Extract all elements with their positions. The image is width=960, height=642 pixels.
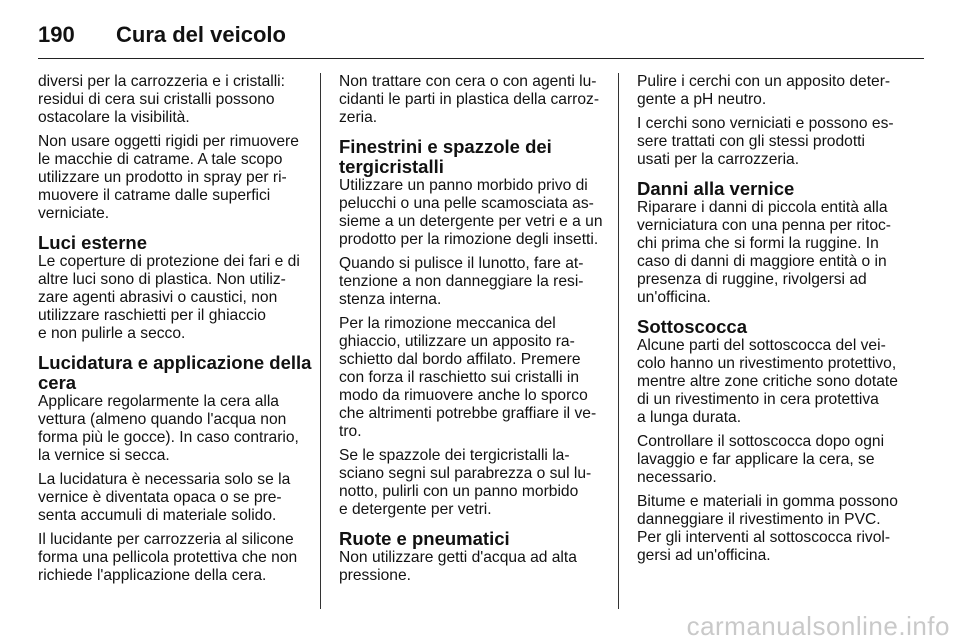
text-line: Utilizzare un panno morbido privo di [339,177,588,194]
text-line: Controllare il sottoscocca dopo ogni [637,433,885,450]
text-line: forma una pellicola protettiva che non [38,549,298,566]
paragraph [339,447,601,519]
section-heading [38,233,300,253]
column-divider [320,73,321,609]
text-line: mentre altre zone critiche sono dotate [637,373,898,390]
section-heading [637,317,899,337]
page-number: 190 [38,22,75,47]
text-line: notto, pulirli con un panno morbido [339,483,579,500]
text-line: gersi ad un'officina. [637,547,771,564]
text-line: richiede l'applicazione della cera. [38,567,267,584]
text-line: cidanti le parti in plastica della carroz- [339,91,600,108]
text-line: Per la rimozione meccanica del [339,315,556,332]
text-line: forma più le gocce). In caso contrario, [38,429,299,446]
text-line: necessario. [637,469,717,486]
text-line: vettura (almeno quando l'acqua non [38,411,287,428]
paragraph [38,73,300,127]
paragraph [38,393,300,465]
text-line: Non utilizzare getti d'acqua ad alta [339,549,577,566]
column-1 [38,73,312,609]
paragraph [38,253,300,343]
text-line: sciano segni sul parabrezza o sul lu- [339,465,592,482]
paragraph [339,549,601,585]
text-line: Bitume e materiali in gomma possono [637,493,898,510]
text-line: a lunga durata. [637,409,742,426]
text-line: zeria. [339,109,378,126]
text-line: tro. [339,423,362,440]
paragraph [38,471,300,525]
text-line: tergicristalli [339,156,444,177]
paragraph [38,531,300,585]
column-2 [339,73,601,609]
text-columns [38,73,924,609]
text-line: tenzione a non danneggiare la resi- [339,273,584,290]
text-line: Ruote e pneumatici [339,528,510,549]
text-line: Danni alla vernice [637,178,795,199]
text-line: Pulire i cerchi con un apposito deter- [637,73,891,90]
paragraph [637,493,899,565]
section-heading [38,352,312,393]
text-line: usati per la carrozzeria. [637,151,800,168]
text-line: utilizzare raschietti per il ghiaccio [38,307,266,324]
text-line: presenza di ruggine, rivolgersi ad [637,271,867,288]
paragraph [339,177,601,249]
text-line: un'officina. [637,289,711,306]
text-line: Non trattare con cera o con agenti lu- [339,73,597,90]
text-line: Luci esterne [38,232,147,253]
text-line: prodotto per la rimozione degli insetti. [339,231,599,248]
text-line: la vernice si secca. [38,447,170,464]
text-line: lavaggio e far applicare la cera, se [637,451,875,468]
paragraph [339,73,601,127]
text-line: stenza interna. [339,291,442,308]
paragraph [637,337,899,427]
text-line: senta accumuli di materiale solido. [38,507,277,524]
text-line: diversi per la carrozzeria e i cristalli: [38,73,285,90]
text-line: Il lucidante per carrozzeria al silicone [38,531,294,548]
text-line: Quando si pulisce il lunotto, fare at- [339,255,584,272]
text-line: zare agenti abrasivi o caustici, non [38,289,278,306]
text-line: Riparare i danni di piccola entità alla [637,199,888,216]
text-line: pressione. [339,567,411,584]
text-line: Sottoscocca [637,316,748,337]
text-line: ghiaccio, utilizzare un apposito ra- [339,333,575,350]
text-line: utilizzare un prodotto in spray per ri- [38,169,287,186]
text-line: verniciate. [38,205,110,222]
text-line: Finestrini e spazzole dei [339,136,552,157]
text-line: Per gli interventi al sottoscocca rivol- [637,529,891,546]
text-line: I cerchi sono verniciati e possono es- [637,115,894,132]
text-line: ostacolare la visibilità. [38,109,190,126]
text-line: Se le spazzole dei tergicristalli la- [339,447,570,464]
paragraph [637,115,899,169]
text-line: di un rivestimento in cera protettiva [637,391,879,408]
paragraph [637,199,899,307]
text-line: altre luci sono di plastica. Non utiliz- [38,271,286,288]
text-line: verniciatura con una penna per ritoc- [637,217,891,234]
text-line: muovere il catrame dalle superfici [38,187,271,204]
text-line: La lucidatura è necessaria solo se la [38,471,291,488]
text-line: Le coperture di protezione dei fari e di [38,253,300,270]
page-title: Cura del veicolo [116,22,286,47]
page-header [38,12,924,59]
text-line: con forza il raschietto sui cristalli in [339,369,580,386]
text-line: cera [38,372,77,393]
paragraph [637,433,899,487]
paragraph [637,73,899,109]
column-3 [637,73,899,609]
text-line: vernice è diventata opaca o se pre- [38,489,282,506]
paragraph [38,133,300,223]
paragraph [339,315,601,441]
section-heading [339,529,601,549]
text-line: residui di cera sui cristalli possono [38,91,275,108]
watermark: carmanualsonline.info [686,611,950,641]
text-line: che altrimenti potrebbe graffiare il ve- [339,405,597,422]
text-line: le macchie di catrame. A tale scopo [38,151,283,168]
text-line: e non pulirle a secco. [38,325,186,342]
text-line: Applicare regolarmente la cera alla [38,393,279,410]
text-line: danneggiare il rivestimento in PVC. [637,511,881,528]
text-line: colo hanno un rivestimento protettivo, [637,355,897,372]
text-line: sieme a un detergente per vetri e a un [339,213,603,230]
text-line: e detergente per vetri. [339,501,492,518]
text-line: caso di danni di maggiore entità o in [637,253,887,270]
text-line: Alcune parti del sottoscocca del vei- [637,337,886,354]
text-line: sere trattati con gli stessi prodotti [637,133,865,150]
text-line: chi prima che si formi la ruggine. In [637,235,879,252]
section-heading [637,179,899,199]
text-line: Non usare oggetti rigidi per rimuovere [38,133,299,150]
text-line: Lucidatura e applicazione della [38,352,312,373]
text-line: gente a pH neutro. [637,91,767,108]
column-divider [618,73,619,609]
text-line: modo da rimuovere anche lo sporco [339,387,588,404]
paragraph [339,255,601,309]
section-heading [339,137,601,177]
text-line: pelucchi o una pelle scamosciata as- [339,195,594,212]
text-line: schietto dal bordo affilato. Premere [339,351,581,368]
